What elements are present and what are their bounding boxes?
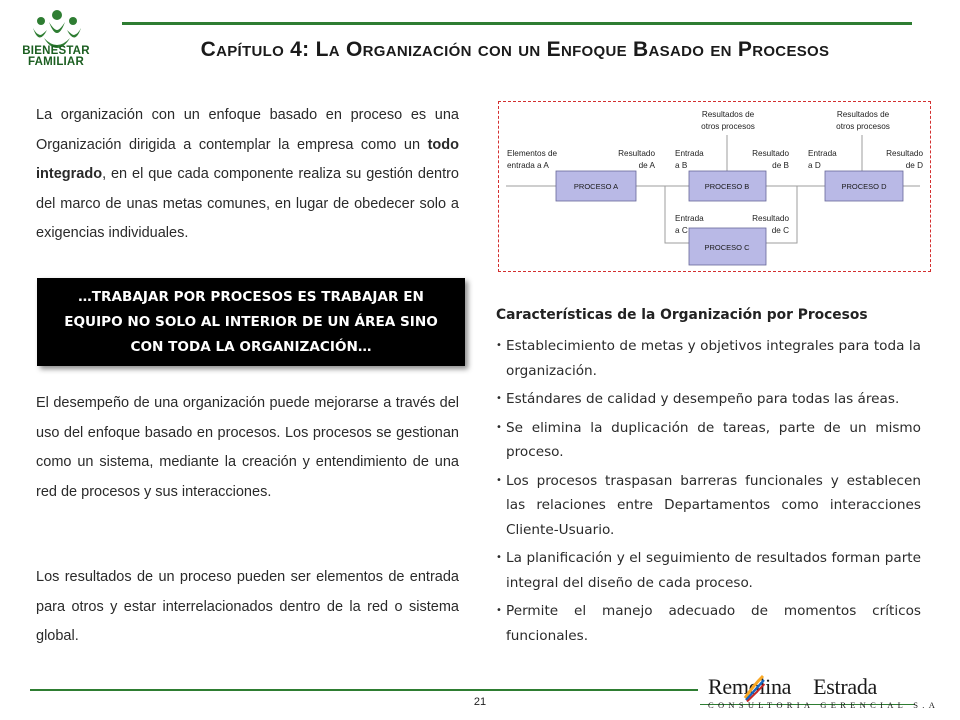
entry-d-line2: a D	[808, 161, 821, 170]
other-results-d-line1: Resultados de	[836, 110, 890, 119]
characteristic-text: Los procesos traspasan barreras funcionales y establecen las relaciones entre Departamentos como interacciones Cliente-Usuario.	[506, 472, 921, 538]
characteristics-list	[496, 334, 921, 652]
characteristic-text: La planificación y el seguimiento de resultados forman parte integral del diseño de cada proceso.	[506, 550, 921, 591]
logo-text-line1: BIENESTAR	[22, 45, 90, 57]
result-c-line2: de C	[771, 226, 789, 235]
bullet-icon: •	[496, 605, 502, 616]
entry-d-line1: Entrada	[808, 149, 837, 158]
entry-b-line2: a B	[675, 161, 688, 170]
entry-c-line1: Entrada	[675, 214, 704, 223]
performance-paragraph: El desempeño de una organización puede mejorarse a través del uso del enfoque basado en procesos. Los procesos se gestionan como un sistema, mediante la creación y entendimiento de una red de procesos y sus interacciones.	[36, 395, 459, 500]
characteristic-item	[496, 334, 921, 383]
intro-bold-term: todo integrado	[36, 136, 459, 182]
characteristic-text: Establecimiento de metas y objetivos integrales para toda la organización.	[506, 338, 921, 379]
header-rule	[122, 22, 912, 25]
process-diagram-svg	[499, 102, 930, 271]
entry-c-line2: a C	[675, 226, 688, 235]
characteristic-item	[496, 546, 921, 595]
process-a-label: PROCESO A	[573, 182, 619, 191]
characteristic-item	[496, 599, 921, 648]
callout-box	[37, 278, 465, 366]
result-b-line2: de B	[772, 161, 789, 170]
results-paragraph: Los resultados de un proceso pueden ser elementos de entrada para otros y estar interrelacionados dentro de la red o sistema global.	[36, 569, 459, 644]
process-b-label: PROCESO B	[704, 182, 750, 191]
characteristic-text: Permite el manejo adecuado de momentos críticos funcionales.	[506, 603, 921, 644]
bullet-icon: •	[496, 393, 502, 404]
footer-rule	[30, 689, 698, 691]
process-d-label: PROCESO D	[841, 182, 887, 191]
brand-tagline: CONSULTORIA GERENCIAL S.A	[708, 700, 940, 710]
characteristic-item	[496, 416, 921, 465]
intro-paragraph	[36, 101, 459, 249]
bullet-icon: •	[496, 552, 502, 563]
other-results-d-line2: otros procesos	[836, 122, 890, 131]
result-a-line1: Resultado	[618, 149, 655, 158]
brand-name-left: Remolina	[708, 674, 792, 699]
result-b-line1: Resultado	[752, 149, 789, 158]
result-a-line2: de A	[638, 161, 655, 170]
other-results-b-line1: Resultados de	[701, 110, 755, 119]
characteristic-item	[496, 469, 921, 543]
characteristic-item	[496, 387, 921, 412]
remolina-estrada-mark-icon	[743, 672, 765, 702]
intro-text-end: , en el que cada componente realiza su gestión dentro del marco de unas metas comunes, en lugar de obedecer solo a exigencias individuales.	[36, 166, 459, 241]
entry-b-line1: Entrada	[675, 149, 704, 158]
input-a-line2: entrada a A	[507, 161, 549, 170]
process-c-label: PROCESO C	[704, 243, 750, 252]
brand-name	[708, 674, 877, 700]
input-a-line1: Elementos de	[507, 149, 558, 158]
page-title: Capítulo 4: La Organización con un Enfoque Basado en Procesos	[200, 38, 830, 61]
callout-text: …TRABAJAR POR PROCESOS ES TRABAJAR EN EQUIPO NO SOLO AL INTERIOR DE UN ÁREA SINO CON TODA LA ORGANIZACIÓN…	[64, 288, 438, 355]
characteristic-text: Estándares de calidad y desempeño para todas las áreas.	[506, 391, 900, 407]
bullet-icon: •	[496, 474, 502, 486]
result-d-line2: de D	[905, 161, 923, 170]
result-c-line1: Resultado	[752, 214, 789, 223]
characteristics-title: Características de la Organización por Procesos	[496, 307, 868, 323]
intro-text-start: La organización con un enfoque basado en proceso es una Organización dirigida a contemplar la empresa como un	[36, 107, 459, 153]
bullet-icon: •	[496, 421, 502, 433]
bullet-icon: •	[496, 340, 502, 351]
page-number: 21	[473, 696, 487, 708]
characteristic-text: Se elimina la duplicación de tareas, parte de un mismo proceso.	[506, 419, 921, 460]
result-d-line1: Resultado	[886, 149, 923, 158]
other-results-b-line2: otros procesos	[701, 122, 755, 131]
process-diagram	[498, 101, 931, 272]
logo-text-line2: FAMILIAR	[28, 56, 84, 68]
brand-name-right: Estrada	[813, 674, 878, 699]
logo-text	[8, 46, 104, 68]
